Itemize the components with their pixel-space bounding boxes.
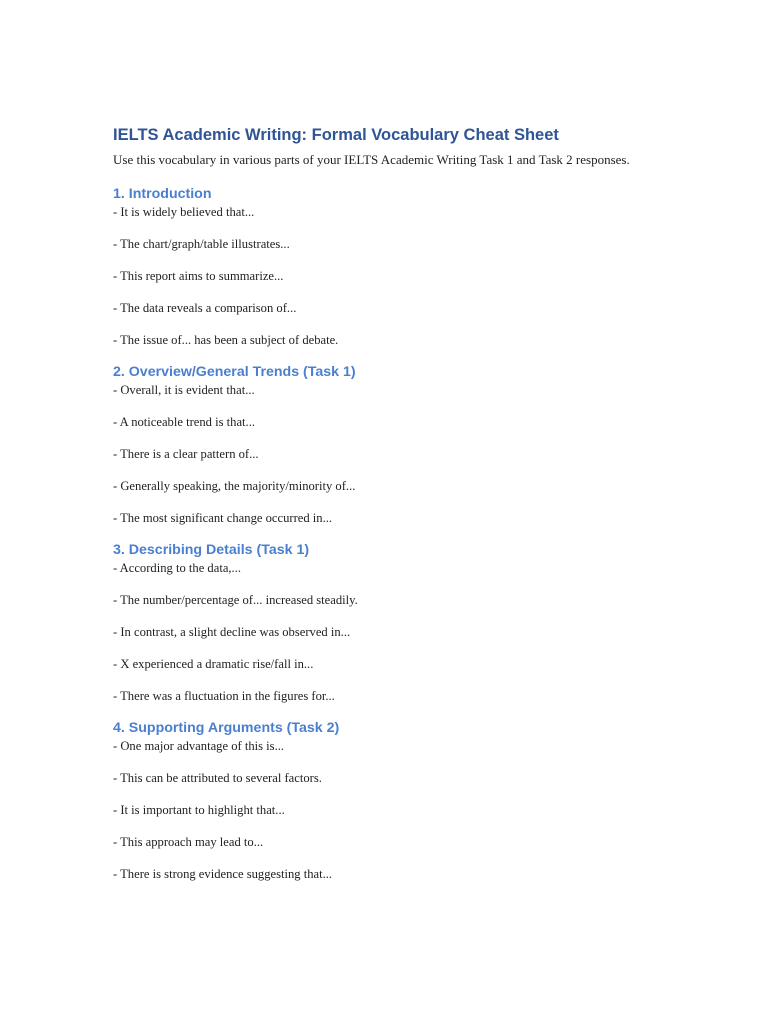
phrase-list bbox=[113, 204, 673, 348]
phrase-item: - It is important to highlight that... bbox=[113, 803, 285, 817]
section-supporting-arguments bbox=[113, 718, 673, 882]
phrase-list bbox=[113, 738, 673, 882]
phrase-item: - This approach may lead to... bbox=[113, 835, 264, 849]
phrase-item: - The most significant change occurred in... bbox=[113, 511, 333, 525]
phrase-item: - X experienced a dramatic rise/fall in... bbox=[113, 657, 314, 671]
phrase-item: - Overall, it is evident that... bbox=[113, 383, 255, 397]
phrase-item: - Generally speaking, the majority/minority of... bbox=[113, 479, 356, 493]
phrase-item: - This can be attributed to several factors. bbox=[113, 771, 322, 785]
phrase-item: - This report aims to summarize... bbox=[113, 269, 284, 283]
section-heading: 4. Supporting Arguments (Task 2) bbox=[113, 720, 340, 736]
phrase-item: - A noticeable trend is that... bbox=[113, 415, 255, 429]
phrase-item: - The issue of... has been a subject of debate. bbox=[113, 333, 339, 347]
phrase-item: - There is a clear pattern of... bbox=[113, 447, 259, 461]
section-overview bbox=[113, 362, 673, 526]
phrase-item: - The number/percentage of... increased steadily. bbox=[113, 593, 358, 607]
phrase-item: - The data reveals a comparison of... bbox=[113, 301, 297, 315]
section-heading: 1. Introduction bbox=[113, 186, 212, 202]
phrase-item: - The chart/graph/table illustrates... bbox=[113, 237, 290, 251]
section-introduction bbox=[113, 184, 673, 348]
phrase-item: - According to the data,... bbox=[113, 561, 241, 575]
section-describing-details bbox=[113, 540, 673, 704]
phrase-list bbox=[113, 382, 673, 526]
phrase-item: - It is widely believed that... bbox=[113, 205, 255, 219]
document-title: IELTS Academic Writing: Formal Vocabulary Cheat Sheet bbox=[113, 126, 559, 144]
phrase-item: - One major advantage of this is... bbox=[113, 739, 285, 753]
section-heading: 3. Describing Details (Task 1) bbox=[113, 542, 310, 558]
phrase-list bbox=[113, 560, 673, 704]
section-heading: 2. Overview/General Trends (Task 1) bbox=[113, 364, 356, 380]
intro-paragraph: Use this vocabulary in various parts of your IELTS Academic Writing Task 1 and Task 2 responses. bbox=[113, 152, 630, 167]
phrase-item: - There is strong evidence suggesting that... bbox=[113, 867, 333, 881]
phrase-item: - In contrast, a slight decline was observed in... bbox=[113, 625, 351, 639]
document-page bbox=[113, 124, 673, 882]
phrase-item: - There was a fluctuation in the figures for... bbox=[113, 689, 335, 703]
